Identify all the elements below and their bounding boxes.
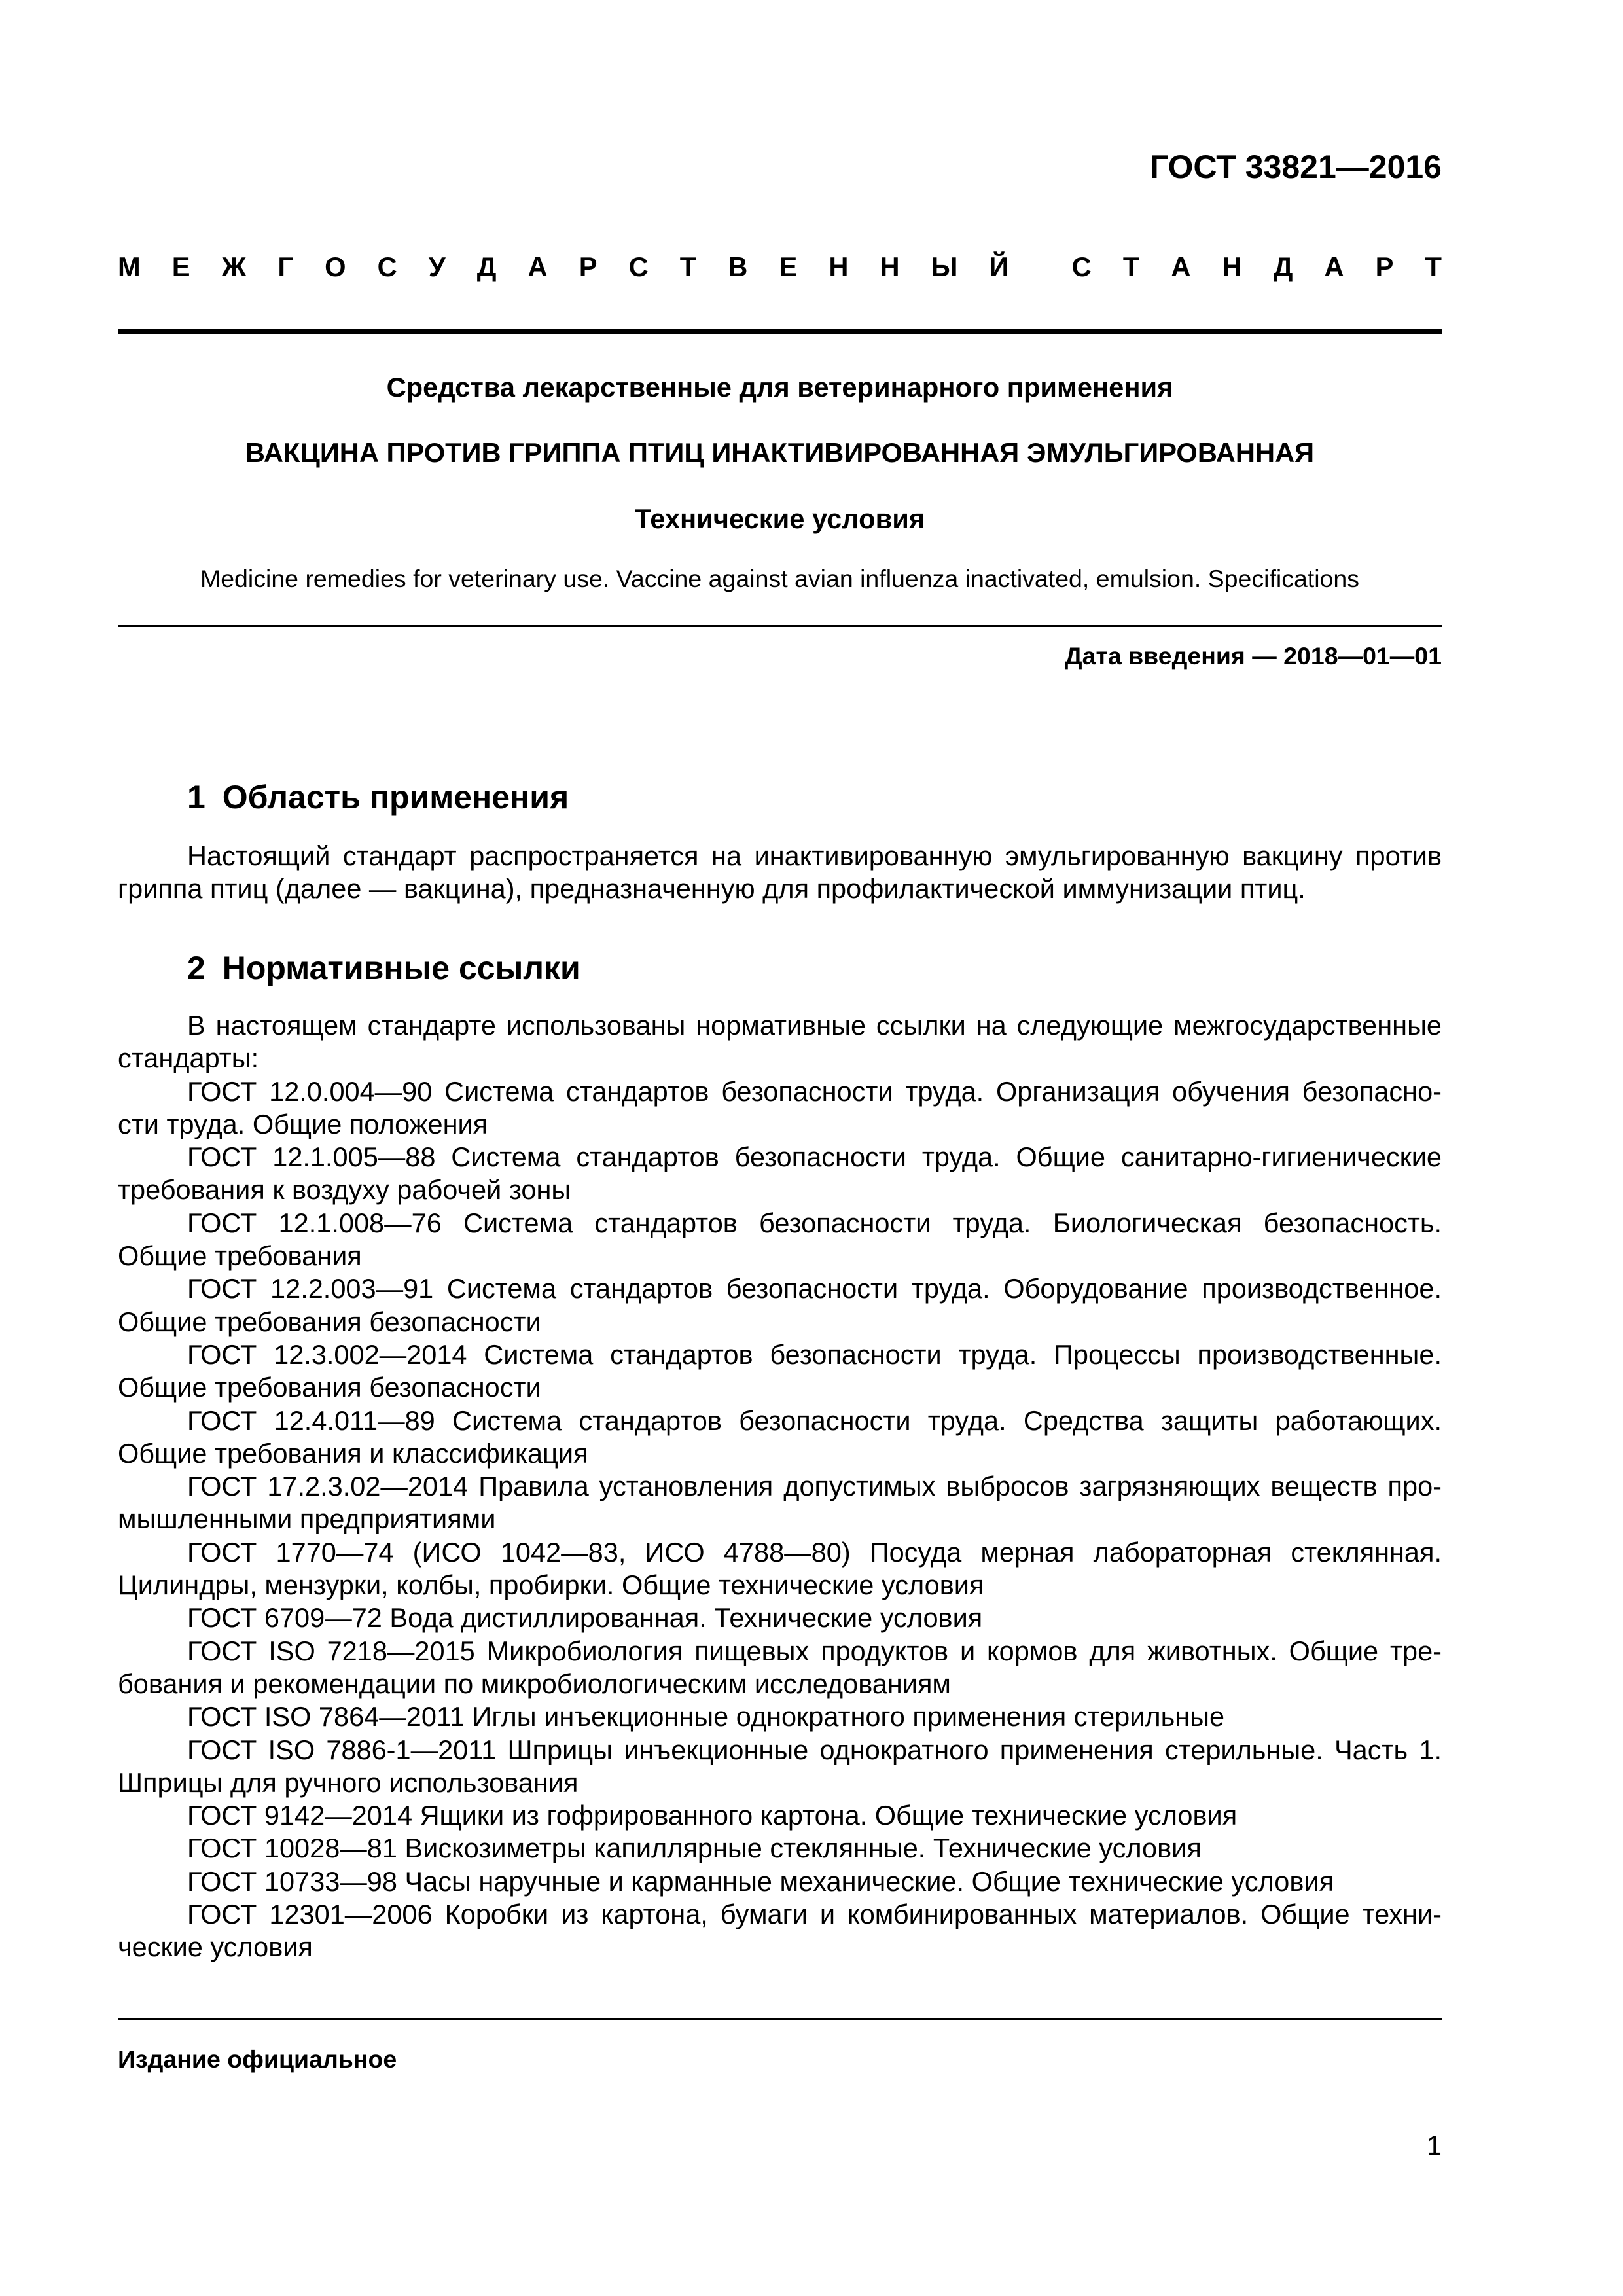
reference-item — [118, 1898, 1442, 1964]
reference-line: Общие требования безопасности — [118, 1306, 541, 1337]
reference-line: ГОСТ 12.4.011—89 Система стандартов безопасности труда. Средства защиты работающих. — [187, 1405, 1442, 1436]
reference-line: ческие условия — [118, 1931, 313, 1963]
reference-line: ГОСТ 12.1.005—88 Система стандартов безопасности труда. Общие санитарно-гигиенические — [187, 1141, 1442, 1173]
paragraph-line: В настоящем стандарте использованы нормативные ссылки на следующие межгосударственные — [187, 1010, 1442, 1041]
section-number: 2 — [187, 950, 205, 986]
spaced-letter: Е — [171, 251, 190, 282]
paragraph-line: стандарты: — [118, 1043, 259, 1074]
section-heading — [118, 778, 1442, 817]
document-category: Средства лекарственные для ветеринарного применения — [386, 372, 1173, 403]
spaced-letter: Е — [779, 251, 798, 282]
spaced-letter: Ы — [931, 251, 958, 282]
spaced-letter: Д — [1273, 251, 1293, 282]
section-title: Область применения — [222, 779, 569, 816]
reference-line: мышленными предприятиями — [118, 1503, 496, 1535]
reference-item — [118, 1141, 1442, 1207]
spaced-letter: А — [527, 251, 548, 282]
spaced-letter: Ж — [221, 251, 247, 282]
reference-item — [118, 1470, 1442, 1536]
spaced-letter: Т — [1425, 251, 1442, 282]
reference-line: ГОСТ 9142—2014 Ящики из гофрированного картона. Общие технические условия — [187, 1800, 1238, 1831]
reference-line: ГОСТ 12.2.003—91 Система стандартов безопасности труда. Оборудование производственное. — [187, 1273, 1442, 1304]
spaced-letter: Й — [989, 251, 1009, 282]
spaced-letter: У — [428, 251, 446, 282]
section-number: 1 — [187, 779, 205, 816]
reference-line: Общие требования и классификация — [118, 1437, 588, 1469]
effective-date: Дата введения — 2018—01—01 — [1064, 642, 1442, 670]
reference-line: ГОСТ 12.3.002—2014 Система стандартов безопасности труда. Процессы производственные. — [187, 1338, 1442, 1370]
section-2-body — [118, 1009, 1442, 1964]
document-title: ВАКЦИНА ПРОТИВ ГРИППА ПТИЦ ИНАКТИВИРОВАННАЯ ЭМУЛЬГИРОВАННАЯ — [245, 437, 1315, 468]
reference-line: сти труда. Общие положения — [118, 1108, 488, 1139]
reference-item — [118, 1832, 1442, 1865]
paragraph-line: Настоящий стандарт распространяется на инактивированную эмульгированную вакцину против — [187, 840, 1442, 871]
title-rule — [118, 625, 1442, 627]
spaced-letter: Г — [277, 251, 294, 282]
spaced-letter: С — [628, 251, 649, 282]
section-heading — [118, 948, 1442, 988]
reference-item — [118, 1799, 1442, 1832]
spaced-letter: О — [325, 251, 346, 282]
spaced-letter: М — [118, 251, 141, 282]
reference-line: бования и рекомендации по микробиологическим исследованиям — [118, 1668, 951, 1699]
standard-type — [118, 251, 1442, 283]
spaced-letter: Н — [1222, 251, 1242, 282]
reference-line: Общие требования безопасности — [118, 1372, 541, 1403]
reference-item — [118, 1602, 1442, 1634]
spaced-letter: Т — [679, 251, 697, 282]
section-title: Нормативные ссылки — [222, 950, 580, 986]
spaced-letter: Т — [1122, 251, 1140, 282]
reference-line: ГОСТ 12301—2006 Коробки из картона, бумаги и комбинированных материалов. Общие техни- — [187, 1899, 1442, 1930]
spaced-letter: Д — [476, 251, 497, 282]
reference-item — [118, 1700, 1442, 1733]
reference-line: ГОСТ ISO 7864—2011 Иглы инъекционные однократного применения стерильные — [187, 1701, 1225, 1732]
reference-item — [118, 1272, 1442, 1338]
spaced-letter: Н — [829, 251, 849, 282]
reference-line: Шприцы для ручного использования — [118, 1767, 579, 1798]
spaced-letter: Р — [579, 251, 597, 282]
reference-line: ГОСТ 6709—72 Вода дистиллированная. Технические условия — [187, 1602, 983, 1634]
reference-line: ГОСТ ISO 7886-1—2011 Шприцы инъекционные однократного применения стерильные. Часть 1. — [187, 1734, 1442, 1765]
reference-item — [118, 1207, 1442, 1273]
page-number: 1 — [1426, 2130, 1442, 2161]
spaced-letter: А — [1171, 251, 1191, 282]
reference-item — [118, 1635, 1442, 1701]
reference-item — [118, 1405, 1442, 1471]
reference-line: ГОСТ 1770—74 (ИСО 1042—83, ИСО 4788—80) Посуда мерная лабораторная стеклянная. — [187, 1536, 1442, 1568]
section-1-body — [118, 840, 1442, 906]
document-code: ГОСТ 33821—2016 — [1149, 149, 1442, 185]
reference-line: требования к воздуху рабочей зоны — [118, 1174, 571, 1206]
document-subtitle: Технические условия — [634, 503, 925, 534]
reference-line: ГОСТ 10028—81 Вискозиметры капиллярные стеклянные. Технические условия — [187, 1833, 1202, 1864]
spaced-letter: Р — [1375, 251, 1394, 282]
reference-line: ГОСТ ISO 7218—2015 Микробиология пищевых продуктов и кормов для животных. Общие тре- — [187, 1635, 1442, 1666]
reference-item — [118, 1338, 1442, 1405]
reference-item — [118, 1734, 1442, 1800]
reference-line: Цилиндры, мензурки, колбы, пробирки. Общие технические условия — [118, 1570, 984, 1601]
reference-item — [118, 1865, 1442, 1898]
spaced-letter: Н — [880, 251, 900, 282]
footer-rule — [118, 2018, 1442, 2020]
reference-item — [118, 1536, 1442, 1602]
reference-line: ГОСТ 10733—98 Часы наручные и карманные механические. Общие технические условия — [187, 1865, 1334, 1897]
spaced-letter: В — [728, 251, 748, 282]
document-title-en: Medicine remedies for veterinary use. Vaccine against avian influenza inactivated, emulsion. Specifications — [200, 565, 1360, 592]
header-rule — [118, 329, 1442, 334]
paragraph-line: гриппа птиц (далее — вакцина), предназначенную для профилактической иммунизации птиц. — [118, 873, 1306, 905]
spaced-letter: С — [377, 251, 397, 282]
reference-item — [118, 1075, 1442, 1141]
reference-line: Общие требования — [118, 1240, 362, 1272]
reference-line: ГОСТ 12.1.008—76 Система стандартов безопасности труда. Биологическая безопасность. — [187, 1207, 1442, 1238]
edition-label: Издание официальное — [118, 2045, 397, 2073]
spaced-letter: С — [1071, 251, 1092, 282]
reference-line: ГОСТ 12.0.004—90 Система стандартов безопасности труда. Организация обучения безопасно- — [187, 1075, 1442, 1107]
spaced-letter: А — [1324, 251, 1344, 282]
reference-line: ГОСТ 17.2.3.02—2014 Правила установления допустимых выбросов загрязняющих веществ про- — [187, 1471, 1442, 1502]
